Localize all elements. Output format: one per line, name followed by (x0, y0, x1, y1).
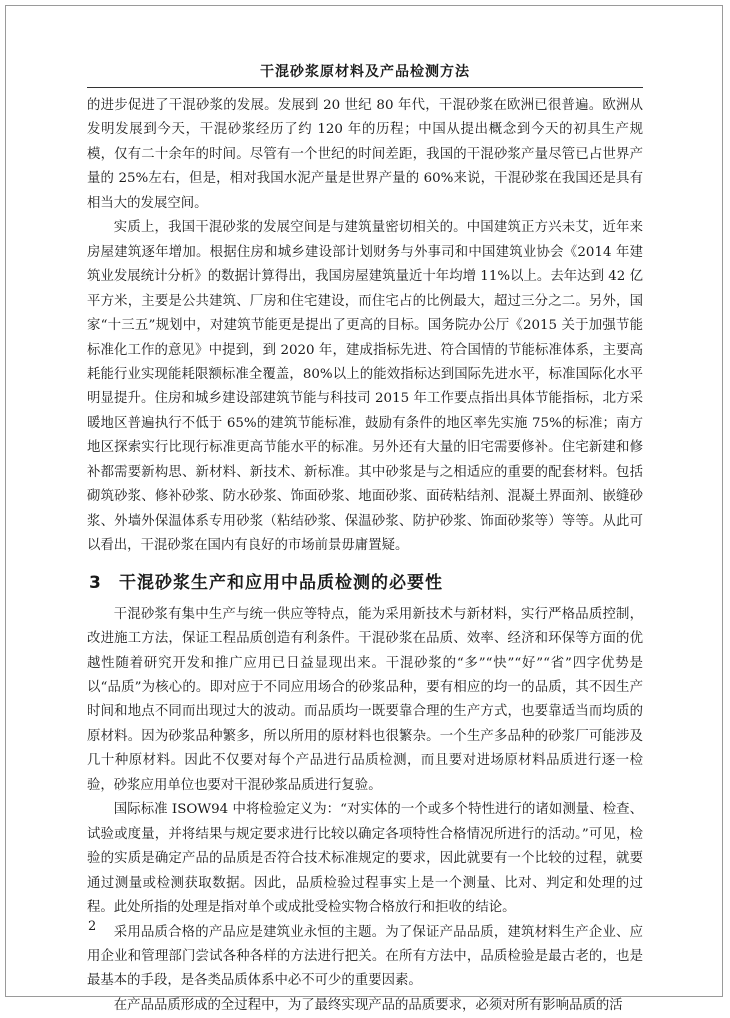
page-number: 2 (88, 919, 97, 934)
header-rule (87, 87, 643, 88)
section-title: 干混砂浆生产和应用中品质检测的必要性 (119, 572, 443, 593)
paragraph: 的进步促进了干混砂浆的发展。发展到 20 世纪 80 年代，干混砂浆在欧洲已很普遍。欧洲从发明发展到今天，干混砂浆经历了约 120 年的历程；中国从提出概念到今天的初具生产规模，仅有二十余年的时间。尽管有一个世纪的时间差距，我国的干混砂浆产量尽管已占世界产量的 25%左右，但是，相对我国水泥产量是世界产量的 60%来说，干混砂浆在我国还是具有相当大的发展空间。 (87, 98, 643, 211)
paragraph: 在产品品质形成的全过程中，为了最终实现产品的品质要求，必须对所有影响品质的活 (113, 997, 623, 1013)
paragraph: 实质上，我国干混砂浆的发展空间是与建筑量密切相关的。中国建筑正方兴未艾，近年来房屋建筑逐年增加。根据住房和城乡建设部计划财务与外事司和中国建筑业协会《2014 年建筑业发展统计分析》的数据计算得出，我国房屋建筑量近十年均增 11%以上。去年达到 42 亿平方米，主要是公共建筑、厂房和住宅建设，而住宅占的比例最大，超过三分之二。另外，国家“十三五”规划中，对建筑节能更是提出了更高的目标。国务院办公厅《2015 关于加强节能标准化工作的意见》中提到，到 2020 年，建成指标先进、符合国情的节能标准体系，主要高耗能行业实现能耗限额标准全覆盖，80%以上的能效指标达到国际先进水平，标准国际化水平明显提升。住房和城乡建设部建筑节能与科技司 2015 年工作要点指出具体节能指标，北方采暖地区普遍执行不低于 65%的建筑节能标准，鼓励有条件的地区率先实施 75%的标准；南方地区探索实行比现行标准更高节能水平的标准。另外还有大量的旧宅需要修补。住宅新建和修补都需要新构思、新材料、新技术、新标准。其中砂浆是与之相适应的重要的配套材料。包括砌筑砂浆、修补砂浆、防水砂浆、饰面砂浆、地面砂浆、面砖粘结剂、混凝土界面剂、嵌缝砂浆、外墙外保温体系专用砂浆（粘结砂浆、保温砂浆、防护砂浆、饰面砂浆等）等等。从此可以看出，干混砂浆在国内有良好的市场前景毋庸置疑。 (87, 220, 643, 554)
running-head-title: 干混砂浆原材料及产品检测方法 (260, 64, 470, 80)
paragraph: 国际标准 ISOW94 中将检验定义为：“对实体的一个或多个特性进行的诸如测量、检查、试验或度量，并将结果与规定要求进行比较以确定各项特性合格情况所进行的活动。”可见，检验的实质是确定产品的品质是否符合技术标准规定的要求，因此就要有一个比较的过程，就要通过测量或检测获取数据。因此，品质检验过程事实上是一个测量、比对、判定和处理的过程。此处所指的处理是指对单个或成批受检实物合格放行和拒收的结论。 (87, 802, 643, 916)
paragraph: 采用品质合格的产品应是建筑业永恒的主题。为了保证产品品质，建筑材料生产企业、应用企业和管理部门尝试各种各样的方法进行把关。在所有方法中，品质检验是最古老的，也是最基本的手段，是各类品质体系中必不可少的重要因素。 (87, 924, 643, 989)
section-number: 3 (89, 572, 102, 593)
paragraph: 干混砂浆有集中生产与统一供应等特点，能为采用新技术与新材料，实行严格品质控制，改进施工方法，保证工程品质创造有利条件。干混砂浆在品质、效率、经济和环保等方面的优越性随着研究开发和推广应用已日益显现出来。干混砂浆的“多”“快”“好”“省”四字优势是以“品质”为核心的。即对应于不同应用场合的砂浆品种，要有相应的均一的品质，其不因生产时间和地点不同而出现过大的波动。而品质均一既要靠合理的生产方式，也要靠适当而均质的原材料。因为砂浆品种繁多，所以所用的原材料也很繁杂。一个生产多品种的砂浆厂可能涉及几十种原材料。因此不仅要对每个产品进行品质检测，而且要对进场原材料品质进行逐一检验，砂浆应用单位也要对干混砂浆品质进行复验。 (87, 606, 643, 793)
section-heading (87, 569, 643, 597)
body-text (87, 94, 643, 1018)
